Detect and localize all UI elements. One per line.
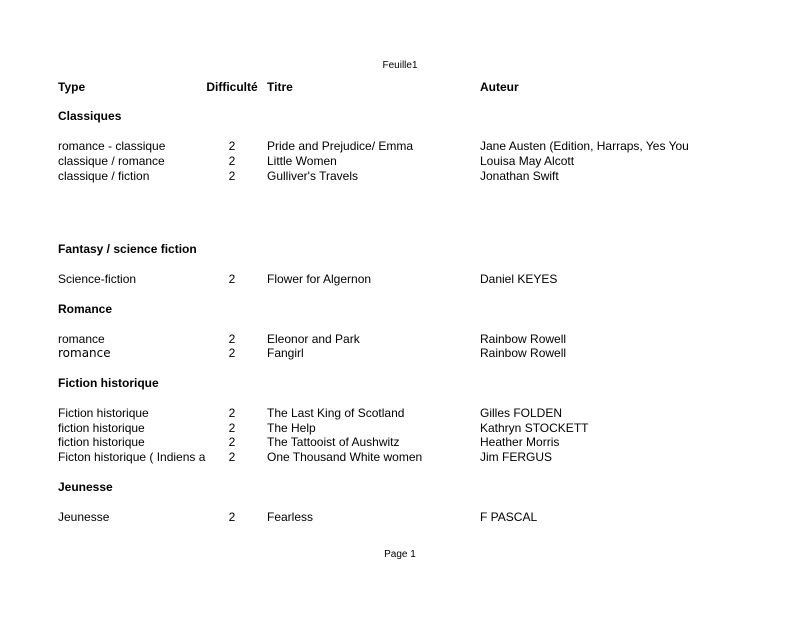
type-cell: romance — [58, 332, 105, 346]
titre-cell: Flower for Algernon — [267, 272, 372, 286]
type-cell: fiction historique — [58, 421, 145, 435]
titre-cell: Eleonor and Park — [267, 332, 360, 346]
type-cell: romance - classique — [58, 139, 166, 153]
sheet-name: Feuille1 — [382, 60, 418, 71]
column-header-type: Type — [58, 80, 86, 94]
section-title: Jeunesse — [58, 480, 113, 494]
type-cell: romance — [58, 346, 111, 360]
section-title: Classiques — [58, 109, 122, 123]
auteur-cell: Jane Austen (Edition, Harraps, Yes You — [480, 139, 689, 153]
difficulte-cell: 2 — [228, 435, 236, 449]
type-cell: classique / fiction — [58, 169, 150, 183]
type-cell: Ficton historique ( Indiens a — [58, 450, 206, 464]
titre-cell: Pride and Prejudice/ Emma — [267, 139, 414, 153]
column-header-titre: Titre — [267, 80, 293, 94]
titre-cell: Gulliver's Travels — [267, 169, 358, 183]
auteur-cell: Rainbow Rowell — [480, 332, 567, 346]
auteur-cell: Daniel KEYES — [480, 272, 558, 286]
type-cell: Fiction historique — [58, 406, 149, 420]
titre-cell: The Help — [267, 421, 316, 435]
auteur-cell: Gilles FOLDEN — [480, 406, 563, 420]
difficulte-cell: 2 — [228, 332, 236, 346]
type-cell: Jeunesse — [58, 510, 110, 524]
difficulte-cell: 2 — [228, 169, 236, 183]
difficulte-cell: 2 — [228, 272, 236, 286]
difficulte-cell: 2 — [228, 154, 236, 168]
auteur-cell: Jonathan Swift — [480, 169, 559, 183]
column-header-auteur: Auteur — [480, 80, 519, 94]
titre-cell: The Last King of Scotland — [267, 406, 405, 420]
auteur-cell: Heather Morris — [480, 435, 560, 449]
difficulte-cell: 2 — [228, 346, 236, 360]
auteur-cell: Jim FERGUS — [480, 450, 552, 464]
titre-cell: Fangirl — [267, 346, 304, 360]
auteur-cell: F PASCAL — [480, 510, 538, 524]
difficulte-cell: 2 — [228, 510, 236, 524]
section-title: Fantasy / science fiction — [58, 242, 197, 256]
section-title: Fiction historique — [58, 376, 159, 390]
titre-cell: One Thousand White women — [267, 450, 423, 464]
type-cell: fiction historique — [58, 435, 145, 449]
difficulte-cell: 2 — [228, 421, 236, 435]
auteur-cell: Kathryn STOCKETT — [480, 421, 589, 435]
titre-cell: The Tattooist of Aushwitz — [267, 435, 400, 449]
titre-cell: Fearless — [267, 510, 314, 524]
type-cell: Science-fiction — [58, 272, 137, 286]
section-title: Romance — [58, 302, 113, 316]
column-header-difficulte: Difficulté — [206, 80, 258, 94]
difficulte-cell: 2 — [228, 139, 236, 153]
type-cell: classique / romance — [58, 154, 165, 168]
page-footer: Page 1 — [384, 549, 416, 560]
auteur-cell: Louisa May Alcott — [480, 154, 575, 168]
titre-cell: Little Women — [267, 154, 337, 168]
difficulte-cell: 2 — [228, 450, 236, 464]
auteur-cell: Rainbow Rowell — [480, 346, 567, 360]
difficulte-cell: 2 — [228, 406, 236, 420]
